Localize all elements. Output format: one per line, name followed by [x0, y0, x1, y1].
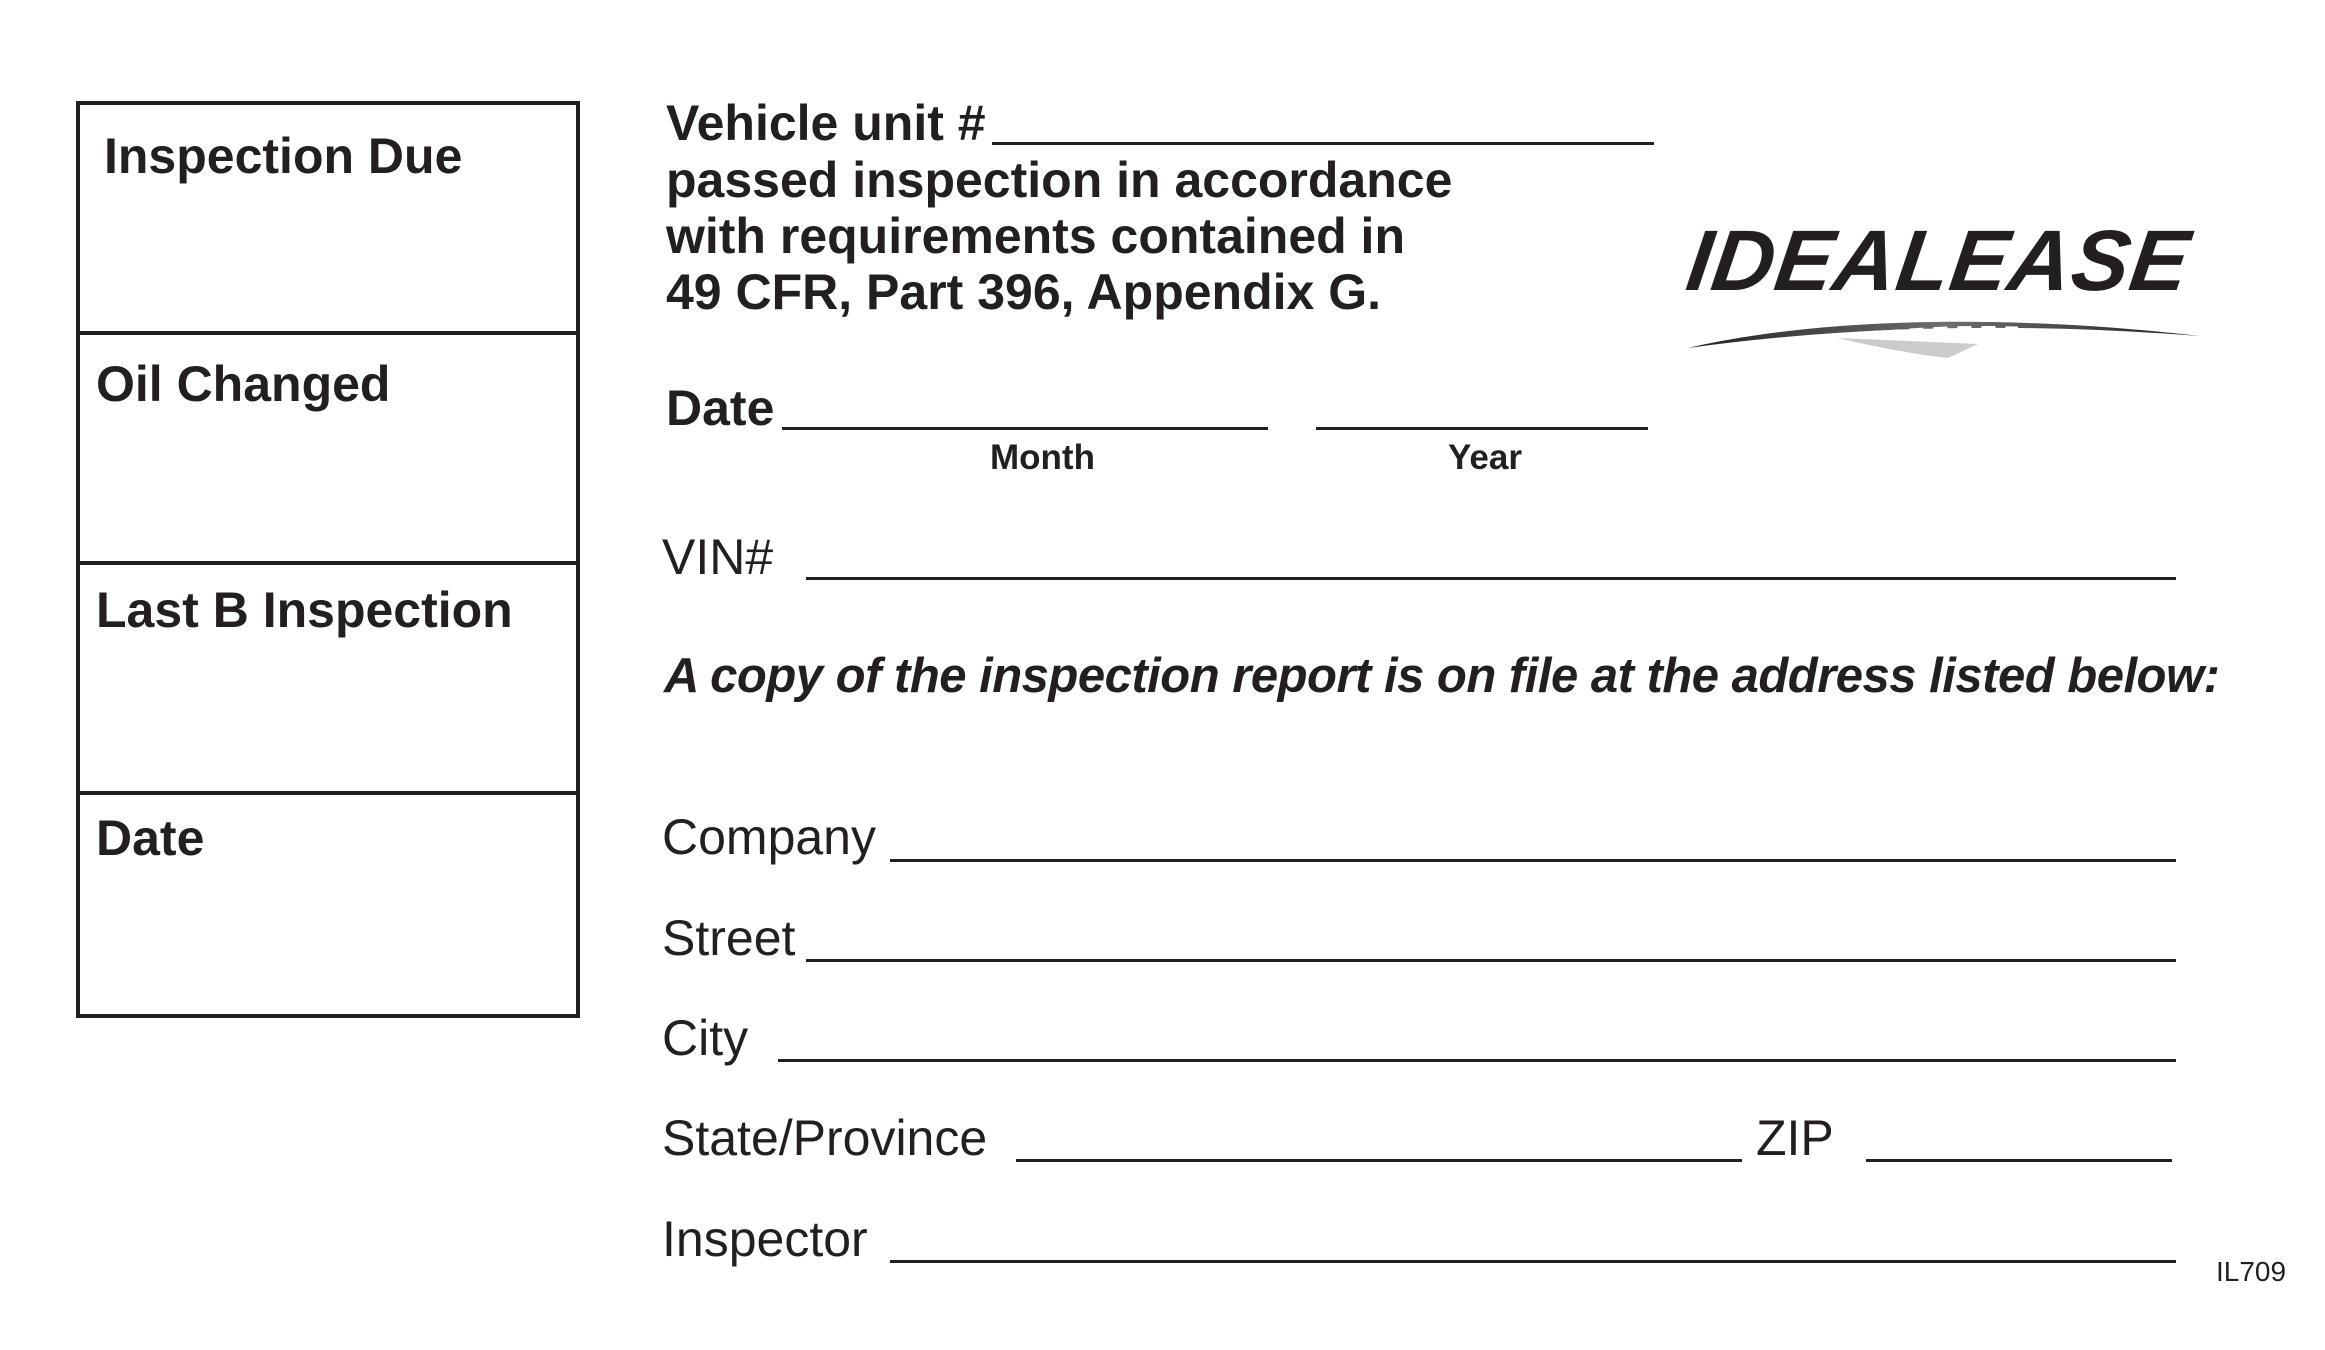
- vin-label: VIN#: [662, 529, 774, 585]
- idealease-logo: [1681, 212, 2200, 352]
- year-caption: Year: [1448, 438, 1522, 477]
- company-line[interactable]: [890, 859, 2176, 862]
- state-province-label: State/Province: [662, 1110, 988, 1166]
- city-line[interactable]: [778, 1059, 2176, 1062]
- road-swoosh-icon: [1688, 300, 2200, 360]
- date-label: Date: [96, 810, 205, 866]
- date-month-line[interactable]: [782, 427, 1268, 430]
- idealease-logo-text: IDEALEASE: [1681, 213, 2197, 309]
- oil-changed-cell[interactable]: [80, 335, 576, 565]
- certification-line-3: with requirements contained in: [666, 208, 1405, 264]
- inspection-due-label: Inspection Due: [104, 128, 463, 184]
- month-caption: Month: [990, 438, 1095, 477]
- certification-line-2: passed inspection in accordance: [666, 152, 1453, 208]
- state-province-line[interactable]: [1016, 1159, 1742, 1162]
- zip-line[interactable]: [1866, 1159, 2172, 1162]
- company-label: Company: [662, 809, 876, 865]
- vehicle-unit-line[interactable]: [992, 142, 1654, 145]
- inspection-due-cell[interactable]: [80, 105, 576, 335]
- last-b-inspection-label: Last B Inspection: [96, 582, 513, 638]
- oil-changed-label: Oil Changed: [96, 356, 391, 412]
- last-b-inspection-cell[interactable]: [80, 565, 576, 795]
- street-label: Street: [662, 910, 796, 966]
- date-row-label: Date: [666, 380, 775, 436]
- inspector-line[interactable]: [890, 1260, 2176, 1263]
- city-label: City: [662, 1010, 749, 1066]
- zip-label: ZIP: [1756, 1110, 1834, 1166]
- inspection-record-box: [76, 101, 580, 1018]
- vin-line[interactable]: [806, 577, 2176, 580]
- street-line[interactable]: [806, 959, 2176, 962]
- date-year-line[interactable]: [1316, 427, 1648, 430]
- form-code: IL709: [2216, 1256, 2287, 1287]
- vehicle-unit-label: Vehicle unit #: [666, 95, 986, 151]
- certification-line-4: 49 CFR, Part 396, Appendix G.: [666, 264, 1382, 320]
- notice-text: A copy of the inspection report is on file at the address listed below:: [664, 649, 2220, 703]
- inspector-label: Inspector: [662, 1211, 868, 1267]
- date-cell[interactable]: [80, 795, 576, 1018]
